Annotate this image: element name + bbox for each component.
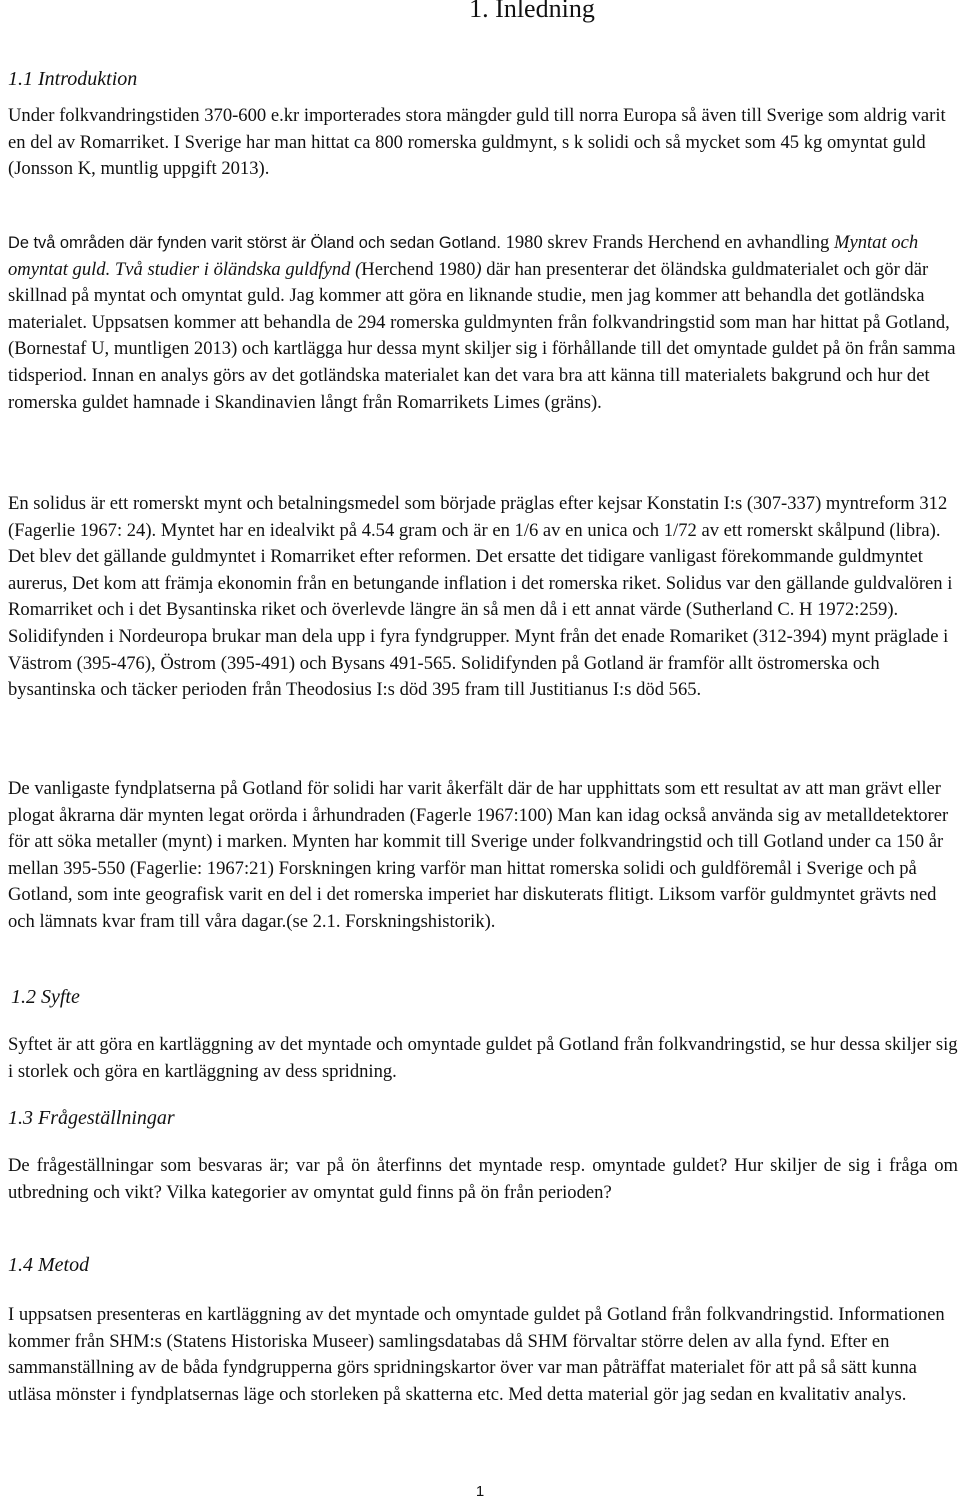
intro-paragraph-1: Under folkvandringstiden 370-600 e.kr importerades stora mängder guld till norra Europa så även till Sverige som aldrig varit en del av Romarriket. I Sverige har man hittat ca 800 romerska guldmynt, s k solidi och så mycket som 45 kg omyntat guld (Jonsson K, muntlig uppgift 2013).	[8, 105, 946, 180]
fragestallningar-paragraph: De frågeställningar som besvaras är; var på ön återfinns det myntade resp. omyntade guldet? Hur skiljer de sig i fråga om utbredning och vikt? Vilka kategorier av omyntat guld finns på ön från perioden?	[8, 1155, 958, 1203]
intro-paragraph-2-lead: De två områden där fynden varit störst är Öland och sedan Gotland.	[8, 234, 501, 252]
study-citation-close: )	[475, 258, 482, 280]
intro-paragraph-2-text-b: där han presenterar det öländska guldmaterialet och gör där skillnad på myntat och omyntat guld. Jag kommer att göra en liknande studie, men jag kommer att behandla det gotländska materialet. Uppsatsen kommer att behandla de 294 romerska guldmynten från folkvandringstid som man har hittat på Gotland, (Bornestaf U, muntligen 2013) och kartlägga hur dessa mynt skiljer sig i förhållande till det omyntade guldet på ön från samma tidsperiod. Innan en analys görs av det gotländska materialet kan det vara bra att känna till materialets bakgrund och hur det romerska guldet hamnade i Skandinavien långt från Romarrikets Limes (gräns).	[8, 258, 956, 413]
page-number: 1	[475, 1483, 485, 1500]
section-heading-fragestallningar: 1.3 Frågeställningar	[8, 1107, 175, 1129]
section-heading-introduktion: 1.1 Introduktion	[8, 68, 138, 90]
intro-paragraph-2-text-a: 1980 skrev Frands Herchend en avhandling	[500, 232, 834, 253]
intro-paragraph-2	[8, 230, 958, 416]
metod-paragraph: I uppsatsen presenteras en kartläggning av det myntade och omyntade guldet på Gotland från folkvandringstid. Informationen kommer från SHM:s (Statens Historiska Museer) samlingsdatabas då SHM förvaltar större delen av alla fynd. Efter en sammanställning av de båda fyndgrupperna görs spridningskartor över var man påträffat materialet för att på så sätt kunna utläsa mönster i fyndplatsernas läge och storleken på skatterna etc. Med detta material gör jag sedan en kvalitativ analys.	[8, 1304, 945, 1405]
intro-paragraph-4: De vanligaste fyndplatserna på Gotland för solidi har varit åkerfält där de har upphittats som ett resultat av att man grävt eller plogat åkrarna där mynten legat orörda i århundraden (Fagerle 1967:100) Man kan idag också använda sig av metalldetektorer för att söka metaller (mynt) i marken. Mynten har kommit till Sverige under folkvandringstid och till Gotland under ca 150 år mellan 395-550 (Fagerlie: 1967:21) Forskningen kring varför man hittat romerska solidi och guldföremål i Sverige och på Gotland, som inte geografisk varit en del i det romerska imperiet har diskuterats flitigt. Liksom varför guldmyntet grävts ned och lämnats kvar fram till våra dagar.(se 2.1. Forskningshistorik).	[8, 778, 949, 932]
intro-paragraph-3: En solidus är ett romerskt mynt och betalningsmedel som började präglas efter kejsar Konstatin I:s (307-337) myntreform 312 (Fagerlie 1967: 24). Myntet har en idealvikt på 4.54 gram och är en 1/6 av en unica och 1/72 av ett romerskt skålpund (libra). Det blev det gällande guldmyntet i Romarriket efter reformen. Det ersatte det tidigare vanligast förekommande guldmyntet aurerus, Det kom att främja ekonomin från en betungande inflation i det romerska riket. Solidus var den gällande guldvalören i Romarriket och i det Bysantinska riket och överlevde längre än så men då i ett annat värde (Sutherland C. H 1972:259). Solidifynden i Nordeuropa brukar man dela upp i fyra fyndgrupper. Mynt från det enade Romariket (312-394) mynt präglade i Västrom (395-476), Östrom (395-491) och Bysans 491-565. Solidifynden på Gotland är framför allt östromerska och bysantinska och täcker perioden från Theodosius I:s död 395 fram till Justitianus I:s död 565.	[8, 493, 953, 701]
chapter-title: 1. Inledning	[469, 0, 595, 23]
section-heading-syfte: 1.2 Syfte	[11, 986, 80, 1008]
study-title: Två studier i öländska guldfynd (	[110, 258, 362, 280]
section-heading-metod: 1.4 Metod	[8, 1254, 90, 1276]
syfte-paragraph: Syftet är att göra en kartläggning av det myntade och omyntade guldet på Gotland från folkvandringstid, se hur dessa skiljer sig i storlek och göra en kartläggning av dess spridning.	[8, 1034, 958, 1082]
thesis-title: Myntat och omyntat guld.	[8, 232, 919, 280]
study-citation: Herchend 1980	[361, 258, 476, 280]
